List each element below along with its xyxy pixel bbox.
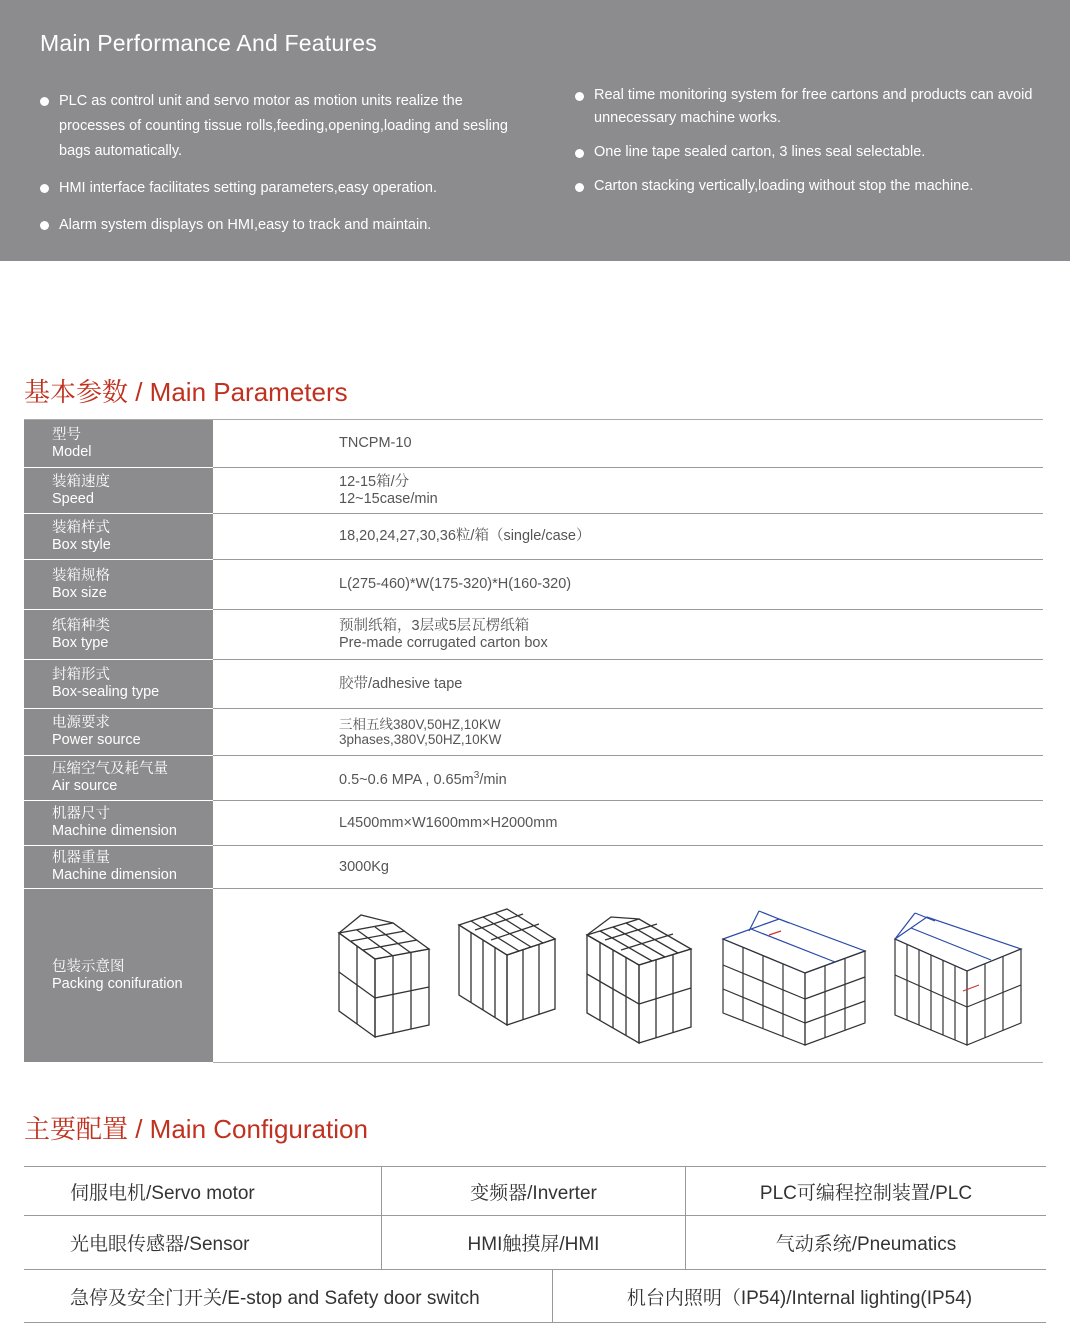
- param-value-line: [339, 767, 1043, 789]
- table-row: [24, 468, 1043, 514]
- param-value-line: 12~15case/min: [339, 490, 438, 507]
- table-row: [24, 420, 1043, 468]
- air-value: 0.5~0.6 MPA , 0.65m: [339, 771, 474, 788]
- param-value: [213, 801, 1043, 845]
- table-row: [24, 756, 1043, 801]
- param-label-zh: 装箱速度: [52, 473, 110, 490]
- features-list-right: [575, 84, 1065, 209]
- param-label: [24, 610, 213, 660]
- feature-item: One line tape sealed carton, 3 lines seal selectable.: [575, 141, 1065, 164]
- param-value-line: Pre-made corrugated carton box: [339, 634, 548, 651]
- config-section-title: 主要配置 / Main Configuration: [24, 1114, 368, 1144]
- table-row: [24, 560, 1043, 610]
- param-value-line: 胶带/adhesive tape: [339, 675, 463, 692]
- param-value: [213, 560, 1043, 609]
- table-row: [24, 1270, 1046, 1323]
- param-label-en: Power source: [52, 732, 141, 748]
- config-cell: 气动系统/Pneumatics: [685, 1216, 1046, 1269]
- config-cell: PLC可编程控制装置/PLC: [685, 1167, 1046, 1215]
- carton-diagram-1: [335, 911, 435, 1041]
- param-label: [24, 660, 213, 709]
- param-value-line: 18,20,24,27,30,36粒/箱（single/case）: [339, 528, 591, 544]
- param-label-zh: 机器尺寸: [52, 806, 110, 822]
- table-row-packing: [24, 889, 1043, 1063]
- table-row: [24, 610, 1043, 660]
- air-unit: /min: [479, 771, 507, 788]
- param-label-zh: 压缩空气及耗气量: [52, 761, 168, 777]
- param-value: [213, 610, 1043, 659]
- table-row: [24, 846, 1043, 889]
- param-label-en: Box-sealing type: [52, 684, 160, 700]
- config-table: [24, 1166, 1046, 1323]
- param-value: [213, 709, 1043, 755]
- table-row: [24, 801, 1043, 846]
- table-row: [24, 514, 1043, 560]
- param-label: [24, 709, 213, 756]
- param-value: [213, 756, 1043, 800]
- config-cell: 机台内照明（IP54)/Internal lighting(IP54): [552, 1270, 1046, 1322]
- param-label-zh: 电源要求: [52, 715, 110, 731]
- param-label: [24, 889, 213, 1063]
- param-value-line: 三相五线380V,50HZ,10KW: [339, 717, 501, 732]
- param-label-en: Model: [52, 443, 92, 460]
- config-cell: 伺服电机/Servo motor: [70, 1182, 255, 1204]
- param-label-zh: 型号: [52, 426, 81, 443]
- param-value: [213, 660, 1043, 708]
- param-label-en: Packing conifuration: [52, 975, 183, 992]
- config-cell: 光电眼传感器/Sensor: [70, 1234, 250, 1255]
- param-value: [213, 846, 1043, 888]
- table-row: [24, 709, 1043, 756]
- param-value-line: TNCPM-10: [339, 435, 412, 451]
- param-label-zh: 装箱样式: [52, 519, 110, 536]
- feature-item: HMI interface facilitates setting parameters,easy operation.: [40, 176, 532, 201]
- param-label: [24, 756, 213, 801]
- param-label: [24, 801, 213, 846]
- carton-diagram-4: [719, 909, 869, 1049]
- carton-diagram-5: [891, 911, 1025, 1049]
- param-value-line: 3000Kg: [339, 858, 389, 875]
- feature-item: PLC as control unit and servo motor as motion units realize the processes of counting tissue rolls,feeding,opening,loading and sesling bags automatically.: [40, 89, 532, 164]
- param-value: [213, 468, 1043, 513]
- param-label: [24, 420, 213, 468]
- param-label: [24, 560, 213, 610]
- param-label-en: Machine dimension: [52, 823, 177, 839]
- param-label-en: Machine dimension: [52, 867, 177, 883]
- table-row: [24, 1216, 1046, 1270]
- param-label-en: Box size: [52, 584, 107, 601]
- param-value-line: L4500mm×W1600mm×H2000mm: [339, 814, 558, 831]
- param-value-line: 12-15箱/分: [339, 473, 410, 490]
- param-label: [24, 468, 213, 514]
- param-label-en: Speed: [52, 490, 94, 507]
- param-value-line: L(275-460)*W(175-320)*H(160-320): [339, 576, 572, 592]
- params-table: [24, 419, 1043, 1063]
- feature-item: Real time monitoring system for free cartons and products can avoid unnecessary machine works.: [575, 84, 1065, 130]
- features-title: Main Performance And Features: [40, 30, 377, 56]
- param-label-zh: 机器重量: [52, 850, 110, 866]
- param-label-zh: 封箱形式: [52, 667, 110, 683]
- config-cell: 变频器/Inverter: [381, 1167, 685, 1215]
- param-value-line: 预制纸箱，3层或5层瓦楞纸箱: [339, 617, 530, 634]
- param-label: [24, 514, 213, 560]
- param-label-en: Air source: [52, 778, 118, 794]
- feature-item: Alarm system displays on HMI,easy to track and maintain.: [40, 213, 532, 238]
- table-row: [24, 1167, 1046, 1216]
- param-value: [213, 420, 1043, 467]
- config-cell: 急停及安全门开关/E-stop and Safety door switch: [70, 1287, 480, 1309]
- air-unit-superscript: 3: [473, 770, 480, 782]
- features-list-left: [40, 89, 532, 250]
- carton-diagram-3: [583, 911, 695, 1047]
- features-banner: [0, 0, 1070, 261]
- table-row: [24, 660, 1043, 709]
- param-label-zh: 装箱规格: [52, 567, 110, 584]
- param-value-line: 3phases,380V,50HZ,10KW: [339, 732, 502, 747]
- param-label-zh: 纸箱种类: [52, 617, 110, 634]
- params-section-title: 基本参数 / Main Parameters: [24, 377, 348, 407]
- packing-illustrations: [213, 889, 1043, 1062]
- param-value: [213, 514, 1043, 559]
- param-label-en: Box type: [52, 634, 109, 651]
- carton-diagram-2: [455, 905, 559, 1029]
- param-label: [24, 846, 213, 889]
- param-label-zh: 包装示意图: [52, 958, 125, 975]
- config-cell: HMI触摸屏/HMI: [381, 1216, 685, 1269]
- param-label-en: Box style: [52, 536, 111, 553]
- feature-item: Carton stacking vertically,loading without stop the machine.: [575, 175, 1065, 198]
